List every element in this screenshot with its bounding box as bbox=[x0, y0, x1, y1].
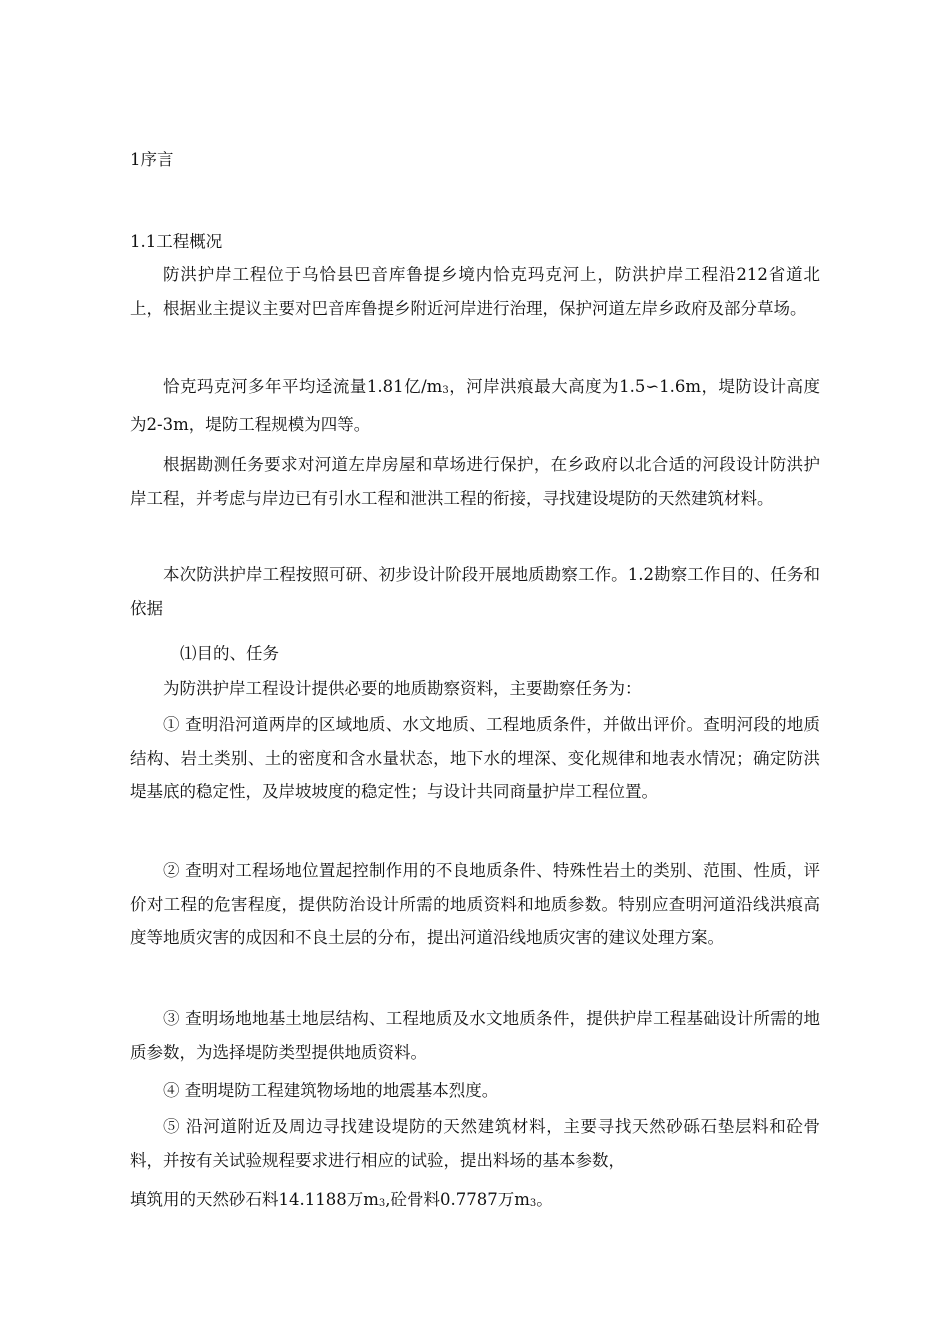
paragraph-purpose-intro: 为防洪护岸工程设计提供必要的地质勘察资料，主要勘察任务为： bbox=[163, 679, 642, 698]
item5-text-c: ,砼骨料0.7787万m bbox=[385, 1190, 530, 1209]
list-item-3: ③ 查明场地地基土地层结构、工程地质及水文地质条件，提供护岸工程基础设计所需的地质参数，为选择堤防类型提供地质资料。 bbox=[130, 1009, 820, 1062]
paragraph-flow bbox=[130, 370, 820, 441]
list-item-5 bbox=[130, 1110, 820, 1177]
item5-unit-1: 3 bbox=[378, 1198, 386, 1209]
flow-unit: 3 bbox=[442, 385, 449, 396]
item5-text-d: 。 bbox=[536, 1190, 553, 1209]
paragraph-overview: 防洪护岸工程位于乌恰县巴音库鲁提乡境内恰克玛克河上，防洪护岸工程沿212省道北上，根据业主提议主要对巴音库鲁提乡附近河岸进行治理，保护河道左岸乡政府及部分草场。 bbox=[130, 265, 820, 318]
list-item-1: ① 查明沿河道两岸的区域地质、水文地质、工程地质条件，并做出评价。查明河段的地质结构、岩土类别、土的密度和含水量状态，地下水的埋深、变化规律和地表水情况；确定防洪堤基底的稳定性，及岸坡坡度的稳定性；与设计共同商量护岸工程位置。 bbox=[130, 715, 820, 801]
list-item-4: ④ 查明堤防工程建筑物场地的地震基本烈度。 bbox=[163, 1081, 499, 1100]
paragraph-task-requirements: 根据勘测任务要求对河道左岸房屋和草场进行保护，在乡政府以北合适的河段设计防洪护岸工程，并考虑与岸边已有引水工程和泄洪工程的衔接，寻找建设堤防的天然建筑材料。 bbox=[130, 455, 820, 508]
item5-text-a: ⑤ 沿河道附近及周边寻找建设堤防的天然建筑材料，主要寻找天然砂砾石垫层料和砼骨料，并按有关试验规程要求进行相应的试验，提出料场的基本参数， bbox=[130, 1117, 820, 1170]
list-item-5-materials bbox=[130, 1188, 553, 1216]
item5-unit-2: 3 bbox=[529, 1198, 537, 1209]
section-heading-1-1: 1.1工程概况 bbox=[130, 232, 223, 251]
list-item-2: ② 查明对工程场地位置起控制作用的不良地质条件、特殊性岩土的类别、范围、性质，评价对工程的危害程度，提供防治设计所需的地质资料和地质参数。特别应查明河道沿线洪痕高度等地质灾害的成因和不良土层的分布，提出河道沿线地质灾害的建议处理方案。 bbox=[130, 861, 820, 947]
flow-text-b: ，河岸洪痕最大高度为1.5∽1.6m，堤防设计高度为2-3m，堤防工程规模为四等。 bbox=[130, 377, 820, 434]
section-heading-1: 1序言 bbox=[130, 150, 174, 169]
item5-text-b: 填筑用的天然砂石料14.1188万m bbox=[130, 1190, 379, 1209]
flow-text-a: 恰克玛克河多年平均迳流量1.81亿/m bbox=[163, 377, 443, 396]
item-heading-purpose: ⑴目的、任务 bbox=[180, 644, 279, 663]
paragraph-survey-stage: 本次防洪护岸工程按照可研、初步设计阶段开展地质勘察工作。1.2勘察工作目的、任务和依据 bbox=[130, 565, 820, 618]
